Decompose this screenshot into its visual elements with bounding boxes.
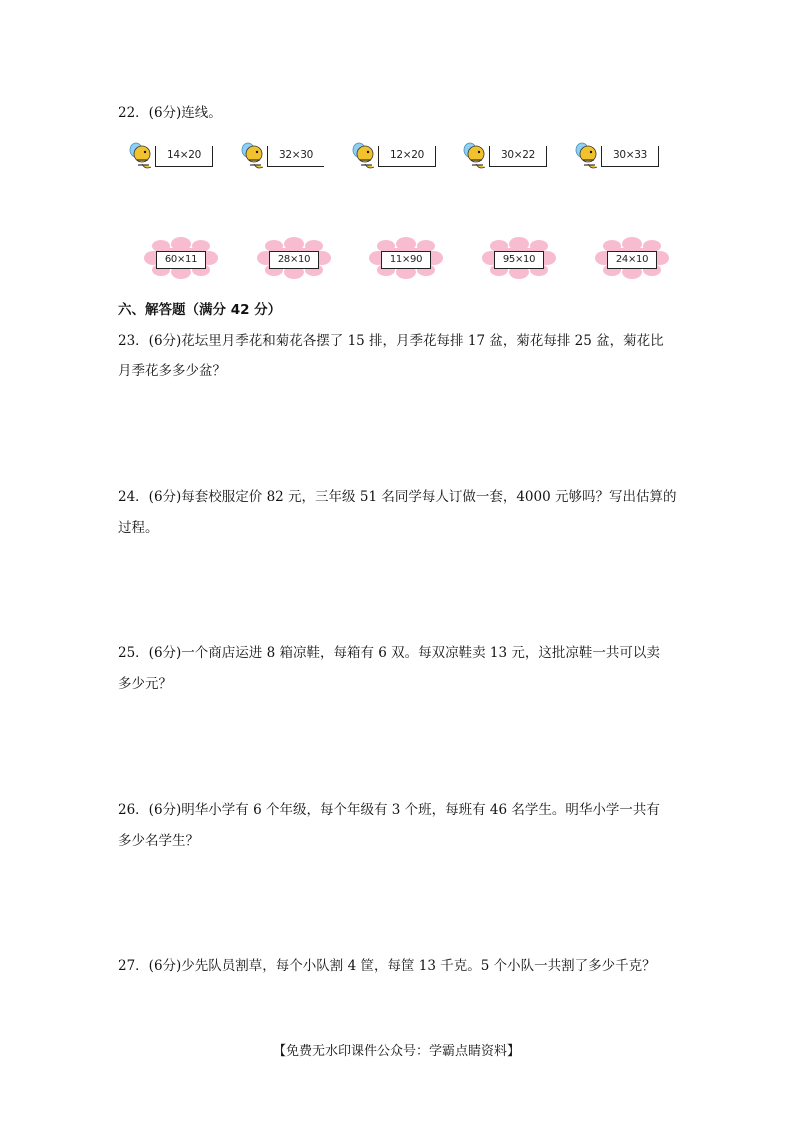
question-24-line-2: 过程。 xyxy=(118,520,159,536)
section-heading: 六、解答题（满分 42 分） xyxy=(118,302,282,318)
footer-note: 【免费无水印课件公众号：学霸点睛资料】 xyxy=(272,1044,520,1059)
bee-icon xyxy=(351,140,379,174)
question-23-line-1: 23．(6分)花坛里月季花和菊花各摆了 15 排，月季花每排 17 盆，菊花每排 25 盆，菊花比 xyxy=(118,333,664,349)
bee-expression[interactable]: 12×20 xyxy=(378,146,436,167)
question-26-line-2: 多少名学生？ xyxy=(118,833,199,849)
flower-expression[interactable]: 60×11 xyxy=(156,251,206,269)
bee-card xyxy=(351,140,441,176)
flower-card xyxy=(256,236,332,280)
flower-expression[interactable]: 11×90 xyxy=(381,251,431,269)
bee-icon xyxy=(574,140,602,174)
question-25-line-2: 多少元？ xyxy=(118,676,172,692)
bee-card xyxy=(574,140,664,176)
flower-card xyxy=(481,236,557,280)
bee-expression[interactable]: 30×22 xyxy=(489,146,547,167)
bee-card xyxy=(462,140,552,176)
flower-card xyxy=(594,236,670,280)
question-22-title: 22．(6分)连线。 xyxy=(118,105,222,121)
bee-card xyxy=(240,140,330,176)
question-26-line-1: 26．(6分)明华小学有 6 个年级，每个年级有 3 个班，每班有 46 名学生。明华小学一共有 xyxy=(118,802,660,818)
question-24-line-1: 24．(6分)每套校服定价 82 元，三年级 51 名同学每人订做一套，4000 元够吗？写出估算的 xyxy=(118,489,677,505)
bee-card xyxy=(128,140,218,176)
bee-expression[interactable]: 30×33 xyxy=(601,146,659,167)
flower-card xyxy=(368,236,444,280)
bee-icon xyxy=(462,140,490,174)
question-27-line-1: 27．(6分)少先队员割草，每个小队割 4 筐，每筐 13 千克。5 个小队一共割了多少千克？ xyxy=(118,958,656,974)
flower-expression[interactable]: 95×10 xyxy=(494,251,544,269)
question-23-line-2: 月季花多多少盆？ xyxy=(118,363,226,379)
bee-expression[interactable]: 14×20 xyxy=(155,146,213,167)
flower-expression[interactable]: 28×10 xyxy=(269,251,319,269)
bee-icon xyxy=(128,140,156,174)
flower-card xyxy=(143,236,219,280)
flower-expression[interactable]: 24×10 xyxy=(607,251,657,269)
bee-expression[interactable]: 32×30 xyxy=(267,146,324,167)
question-25-line-1: 25．(6分)一个商店运进 8 箱凉鞋，每箱有 6 双。每双凉鞋卖 13 元，这批凉鞋一共可以卖 xyxy=(118,645,660,661)
bee-icon xyxy=(240,140,268,174)
